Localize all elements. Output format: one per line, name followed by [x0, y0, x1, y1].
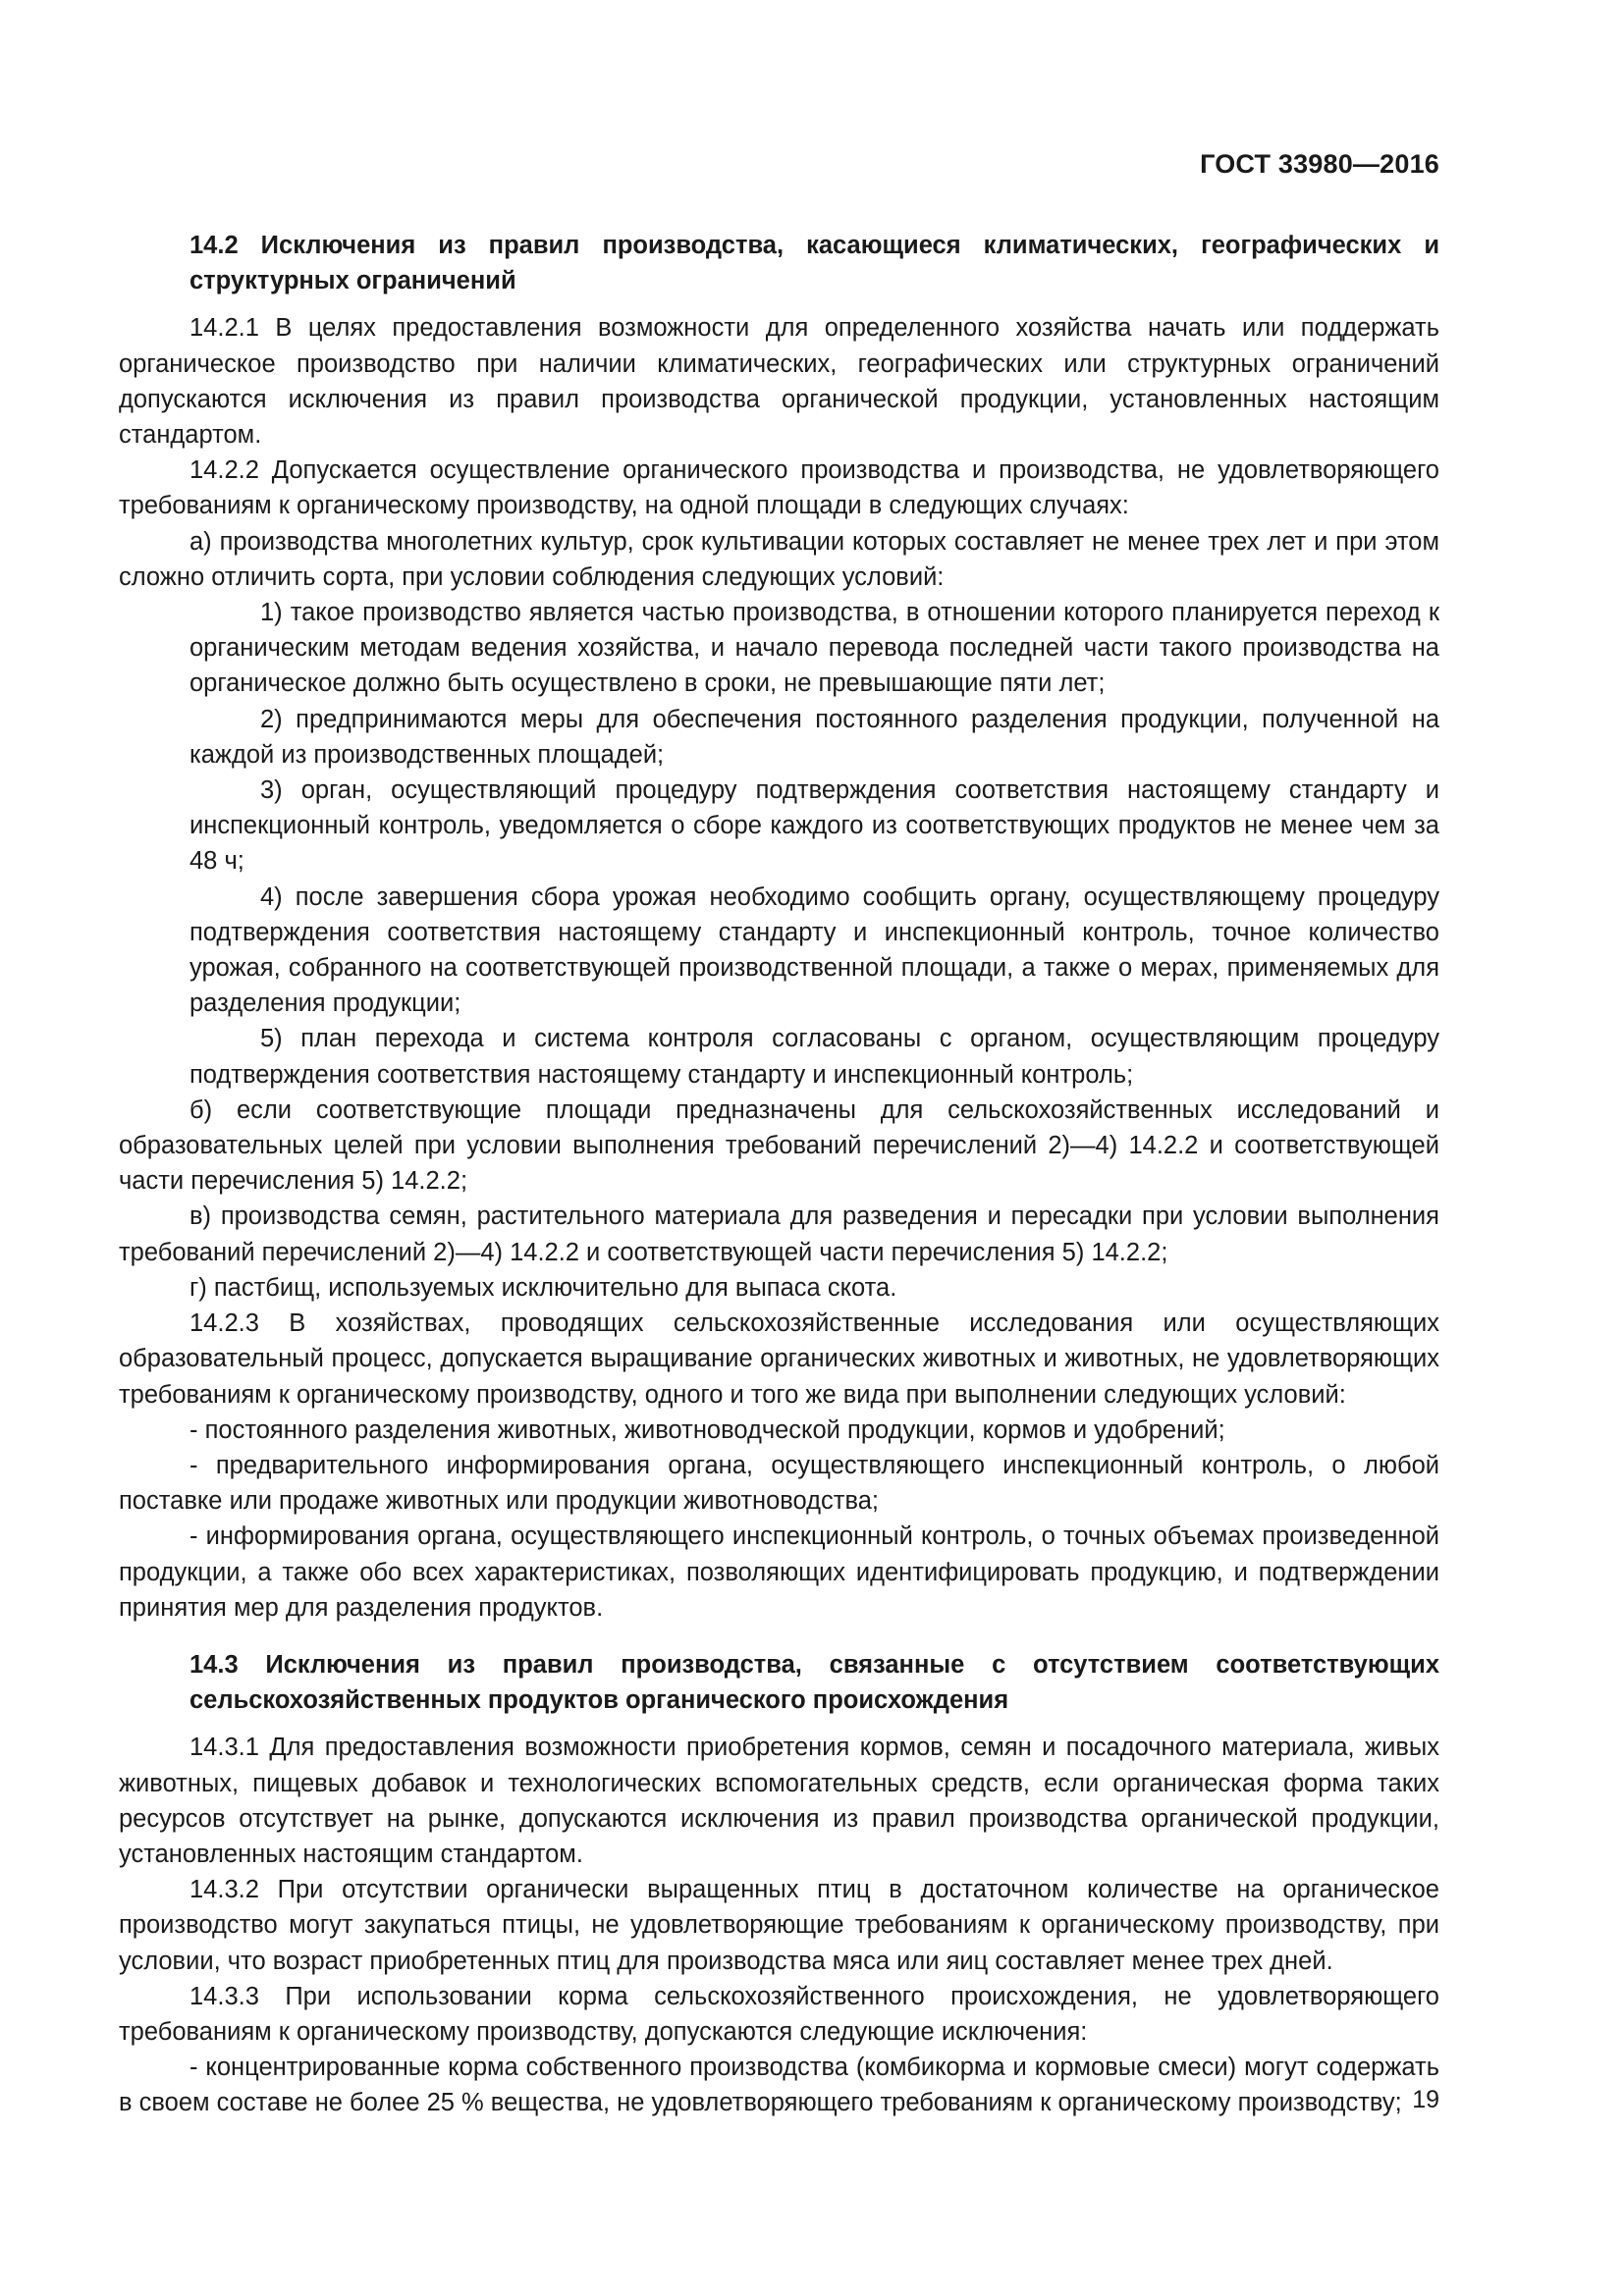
- sub-item-5: 5) план перехода и система контроля согласованы с органом, осуществляющим процедуру подтверждения соответствия настоящему стандарту и инспекционный контроль;: [189, 1025, 1439, 1089]
- dash-item-feed: - концентрированные корма собственного производства (комбикорма и кормовые смеси) могут содержать в своем составе не более 25 % вещества, не удовлетворяющего требованиям к органическому производству;: [119, 2054, 1439, 2117]
- document-header: ГОСТ 33980—2016: [1200, 149, 1439, 179]
- section-heading-14-3: 14.3 Исключения из правил производства, связанные с отсутствием соответствующих сельскохозяйственных продуктов органического происхождения: [189, 1650, 1439, 1715]
- sub-item-1: 1) такое производство является частью производства, в отношении которого планируется переход к органическим методам ведения хозяйства, и начало перевода последней части такого производства на органическое должно быть осуществлено в сроки, не превышающие пяти лет;: [189, 599, 1439, 698]
- list-item-v: в) производства семян, растительного материала для разведения и пересадки при условии выполнения требований перечислений 2)—4) 14.2.2 и соответствующей части перечисления 5) 14.2.2;: [119, 1202, 1439, 1266]
- sub-item-3: 3) орган, осуществляющий процедуру подтверждения соответствия настоящему стандарту и инспекционный контроль, уведомляется о сборе каждого из соответствующих продуктов не менее чем за 48 ч;: [189, 776, 1439, 876]
- dash-item-1: - постоянного разделения животных, животноводческой продукции, кормов и удобрений;: [189, 1415, 1225, 1444]
- dash-item-3: - информирования органа, осуществляющего инспекционный контроль, о точных объемах произведенной продукции, а также обо всех характеристиках, позволяющих идентифицировать продукцию, и подтверждении принятия мер для разделения продуктов.: [119, 1522, 1439, 1622]
- paragraph-14-2-2: 14.2.2 Допускается осуществление органического производства и производства, не удовлетворяющего требованиям к органическому производству, на одной площади в следующих случаях:: [119, 456, 1439, 520]
- paragraph-14-3-3: 14.3.3 При использовании корма сельскохозяйственного происхождения, не удовлетворяющего требованиям к органическому производству, допускаются следующие исключения:: [119, 1982, 1439, 2046]
- sub-item-2: 2) предпринимаются меры для обеспечения постоянного разделения продукции, полученной на каждой из производственных площадей;: [189, 705, 1439, 769]
- document-body: [119, 228, 1439, 2121]
- page-number: 19: [1412, 2086, 1439, 2113]
- sub-item-4: 4) после завершения сбора урожая необходимо сообщить органу, осуществляющему процедуру подтверждения соответствия настоящему стандарту и инспекционный контроль, точное количество урожая, собранного на соответствующей производственной площади, а также о мерах, применяемых для разделения продукции;: [189, 882, 1439, 1018]
- list-item-a: а) производства многолетних культур, срок культивации которых составляет не менее трех лет и при этом сложно отличить сорта, при условии соблюдения следующих условий:: [119, 527, 1439, 591]
- paragraph-14-2-1: 14.2.1 В целях предоставления возможности для определенного хозяйства начать или поддержать органическое производство при наличии климатических, географических или структурных ограничений допускаются исключения из правил производства органической продукции, установленных настоящим стандартом.: [119, 314, 1439, 450]
- list-item-b: б) если соответствующие площади предназначены для сельскохозяйственных исследований и образовательных целей при условии выполнения требований перечислений 2)—4) 14.2.2 и соответствующей части перечисления 5) 14.2.2;: [119, 1095, 1439, 1196]
- paragraph-14-3-2: 14.3.2 При отсутствии органически выращенных птиц в достаточном количестве на органическое производство могут закупаться птицы, не удовлетворяющие требованиям к органическому производству, при условии, что возраст приобретенных птиц для производства мяса или яиц составляет менее трех дней.: [119, 1876, 1439, 1975]
- section-heading-14-2: 14.2 Исключения из правил производства, касающиеся климатических, географических и структурных ограничений: [189, 232, 1439, 295]
- list-item-g: г) пастбищ, используемых исключительно для выпаса скота.: [189, 1273, 897, 1302]
- paragraph-14-2-3: 14.2.3 В хозяйствах, проводящих сельскохозяйственные исследования или осуществляющих образовательный процесс, допускается выращивание органических животных и животных, не удовлетворяющих требованиям к органическому производству, одного и того же вида при выполнении следующих условий:: [119, 1309, 1439, 1409]
- dash-item-2: - предварительного информирования органа, осуществляющего инспекционный контроль, о любой поставке или продаже животных или продукции животноводства;: [119, 1451, 1439, 1516]
- paragraph-14-3-1: 14.3.1 Для предоставления возможности приобретения кормов, семян и посадочного материала, живых животных, пищевых добавок и технологических вспомогательных средств, если органическая форма таких ресурсов отсутствует на рынке, допускаются исключения из правил производства органической продукции, установленных настоящим стандартом.: [119, 1734, 1439, 1868]
